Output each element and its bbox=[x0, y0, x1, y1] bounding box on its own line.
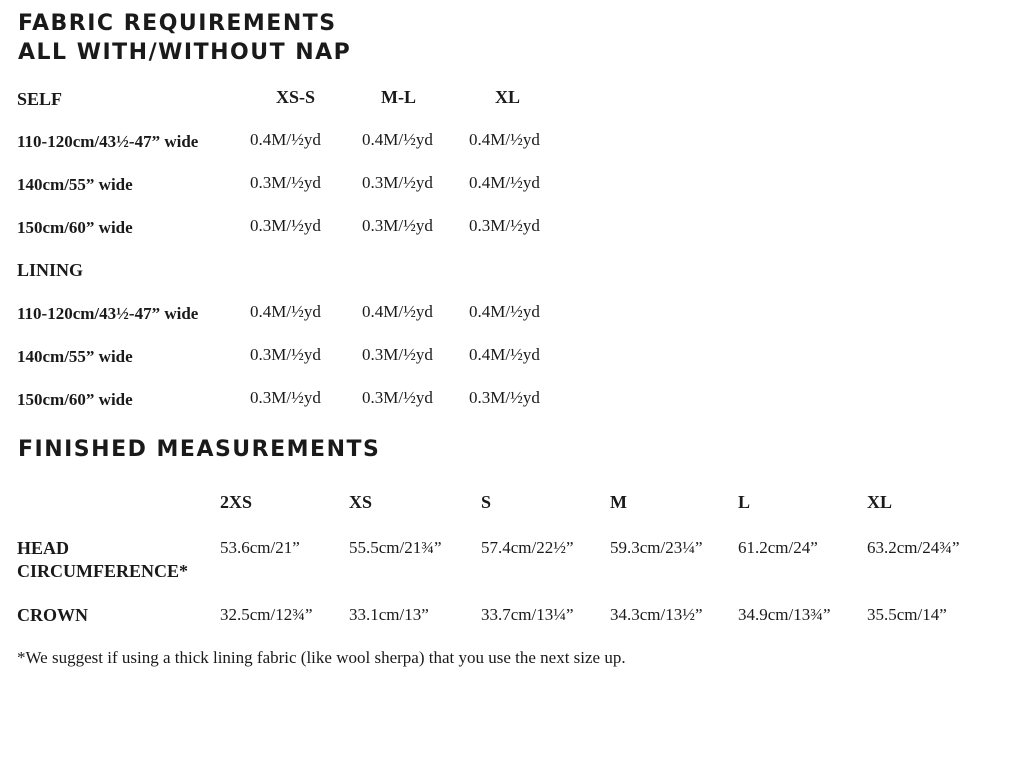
lining-value: 0.4M/½yd bbox=[362, 302, 433, 321]
fabric-size-header-xs-s: XS-S bbox=[276, 87, 316, 107]
self-value: 0.3M/½yd bbox=[469, 216, 540, 235]
lining-value: 0.4M/½yd bbox=[469, 302, 540, 321]
self-value: 0.4M/½yd bbox=[469, 130, 540, 149]
head-circumference-label: HEAD CIRCUMFERENCE* bbox=[17, 538, 188, 581]
crown-value: 33.1cm/13” bbox=[349, 605, 429, 624]
finished-measurements-heading: FINISHED MEASUREMENTS bbox=[18, 437, 381, 462]
lining-row-label: 110-120cm/43½-47” wide bbox=[17, 304, 199, 323]
fabric-requirements-heading: FABRIC REQUIREMENTS bbox=[18, 11, 337, 36]
measurement-size-header: S bbox=[481, 492, 492, 512]
self-value: 0.4M/½yd bbox=[250, 130, 321, 149]
crown-label: CROWN bbox=[17, 605, 88, 625]
head-circumference-value: 59.3cm/23¼” bbox=[610, 538, 703, 557]
lining-value: 0.4M/½yd bbox=[469, 345, 540, 364]
head-circumference-value: 63.2cm/24¾” bbox=[867, 538, 960, 557]
crown-value: 34.3cm/13½” bbox=[610, 605, 703, 624]
measurement-size-header: XS bbox=[349, 492, 373, 512]
lining-value: 0.3M/½yd bbox=[250, 345, 321, 364]
self-row-label: 150cm/60” wide bbox=[17, 218, 133, 237]
self-value: 0.4M/½yd bbox=[469, 173, 540, 192]
self-value: 0.3M/½yd bbox=[362, 216, 433, 235]
lining-row-label: 150cm/60” wide bbox=[17, 390, 133, 409]
crown-value: 34.9cm/13¾” bbox=[738, 605, 831, 624]
lining-section-label: LINING bbox=[17, 260, 84, 280]
fabric-size-header-m-l: M-L bbox=[381, 87, 416, 107]
lining-value: 0.3M/½yd bbox=[362, 388, 433, 407]
measurement-size-header: L bbox=[738, 492, 751, 512]
head-circumference-value: 61.2cm/24” bbox=[738, 538, 818, 557]
crown-value: 32.5cm/12¾” bbox=[220, 605, 313, 624]
head-circumference-value: 55.5cm/21¾” bbox=[349, 538, 442, 557]
self-value: 0.3M/½yd bbox=[250, 173, 321, 192]
head-circumference-value: 53.6cm/21” bbox=[220, 538, 300, 557]
measurement-size-header: 2XS bbox=[220, 492, 253, 512]
self-section-label: SELF bbox=[17, 89, 63, 109]
self-value: 0.3M/½yd bbox=[250, 216, 321, 235]
lining-value: 0.3M/½yd bbox=[362, 345, 433, 364]
lining-value: 0.4M/½yd bbox=[250, 302, 321, 321]
crown-value: 35.5cm/14” bbox=[867, 605, 947, 624]
lining-value: 0.3M/½yd bbox=[250, 388, 321, 407]
measurement-size-header: XL bbox=[867, 492, 893, 512]
lining-value: 0.3M/½yd bbox=[469, 388, 540, 407]
self-row-label: 110-120cm/43½-47” wide bbox=[17, 132, 199, 151]
self-value: 0.4M/½yd bbox=[362, 130, 433, 149]
self-row-label: 140cm/55” wide bbox=[17, 175, 133, 194]
fabric-size-header-xl: XL bbox=[495, 87, 521, 107]
nap-subheading: ALL WITH/WITHOUT NAP bbox=[18, 40, 352, 65]
crown-value: 33.7cm/13¼” bbox=[481, 605, 574, 624]
measurement-size-header: M bbox=[610, 492, 627, 512]
footnote: *We suggest if using a thick lining fabric (like wool sherpa) that you use the next size up. bbox=[17, 648, 626, 667]
head-circumference-value: 57.4cm/22½” bbox=[481, 538, 574, 557]
lining-row-label: 140cm/55” wide bbox=[17, 347, 133, 366]
self-value: 0.3M/½yd bbox=[362, 173, 433, 192]
